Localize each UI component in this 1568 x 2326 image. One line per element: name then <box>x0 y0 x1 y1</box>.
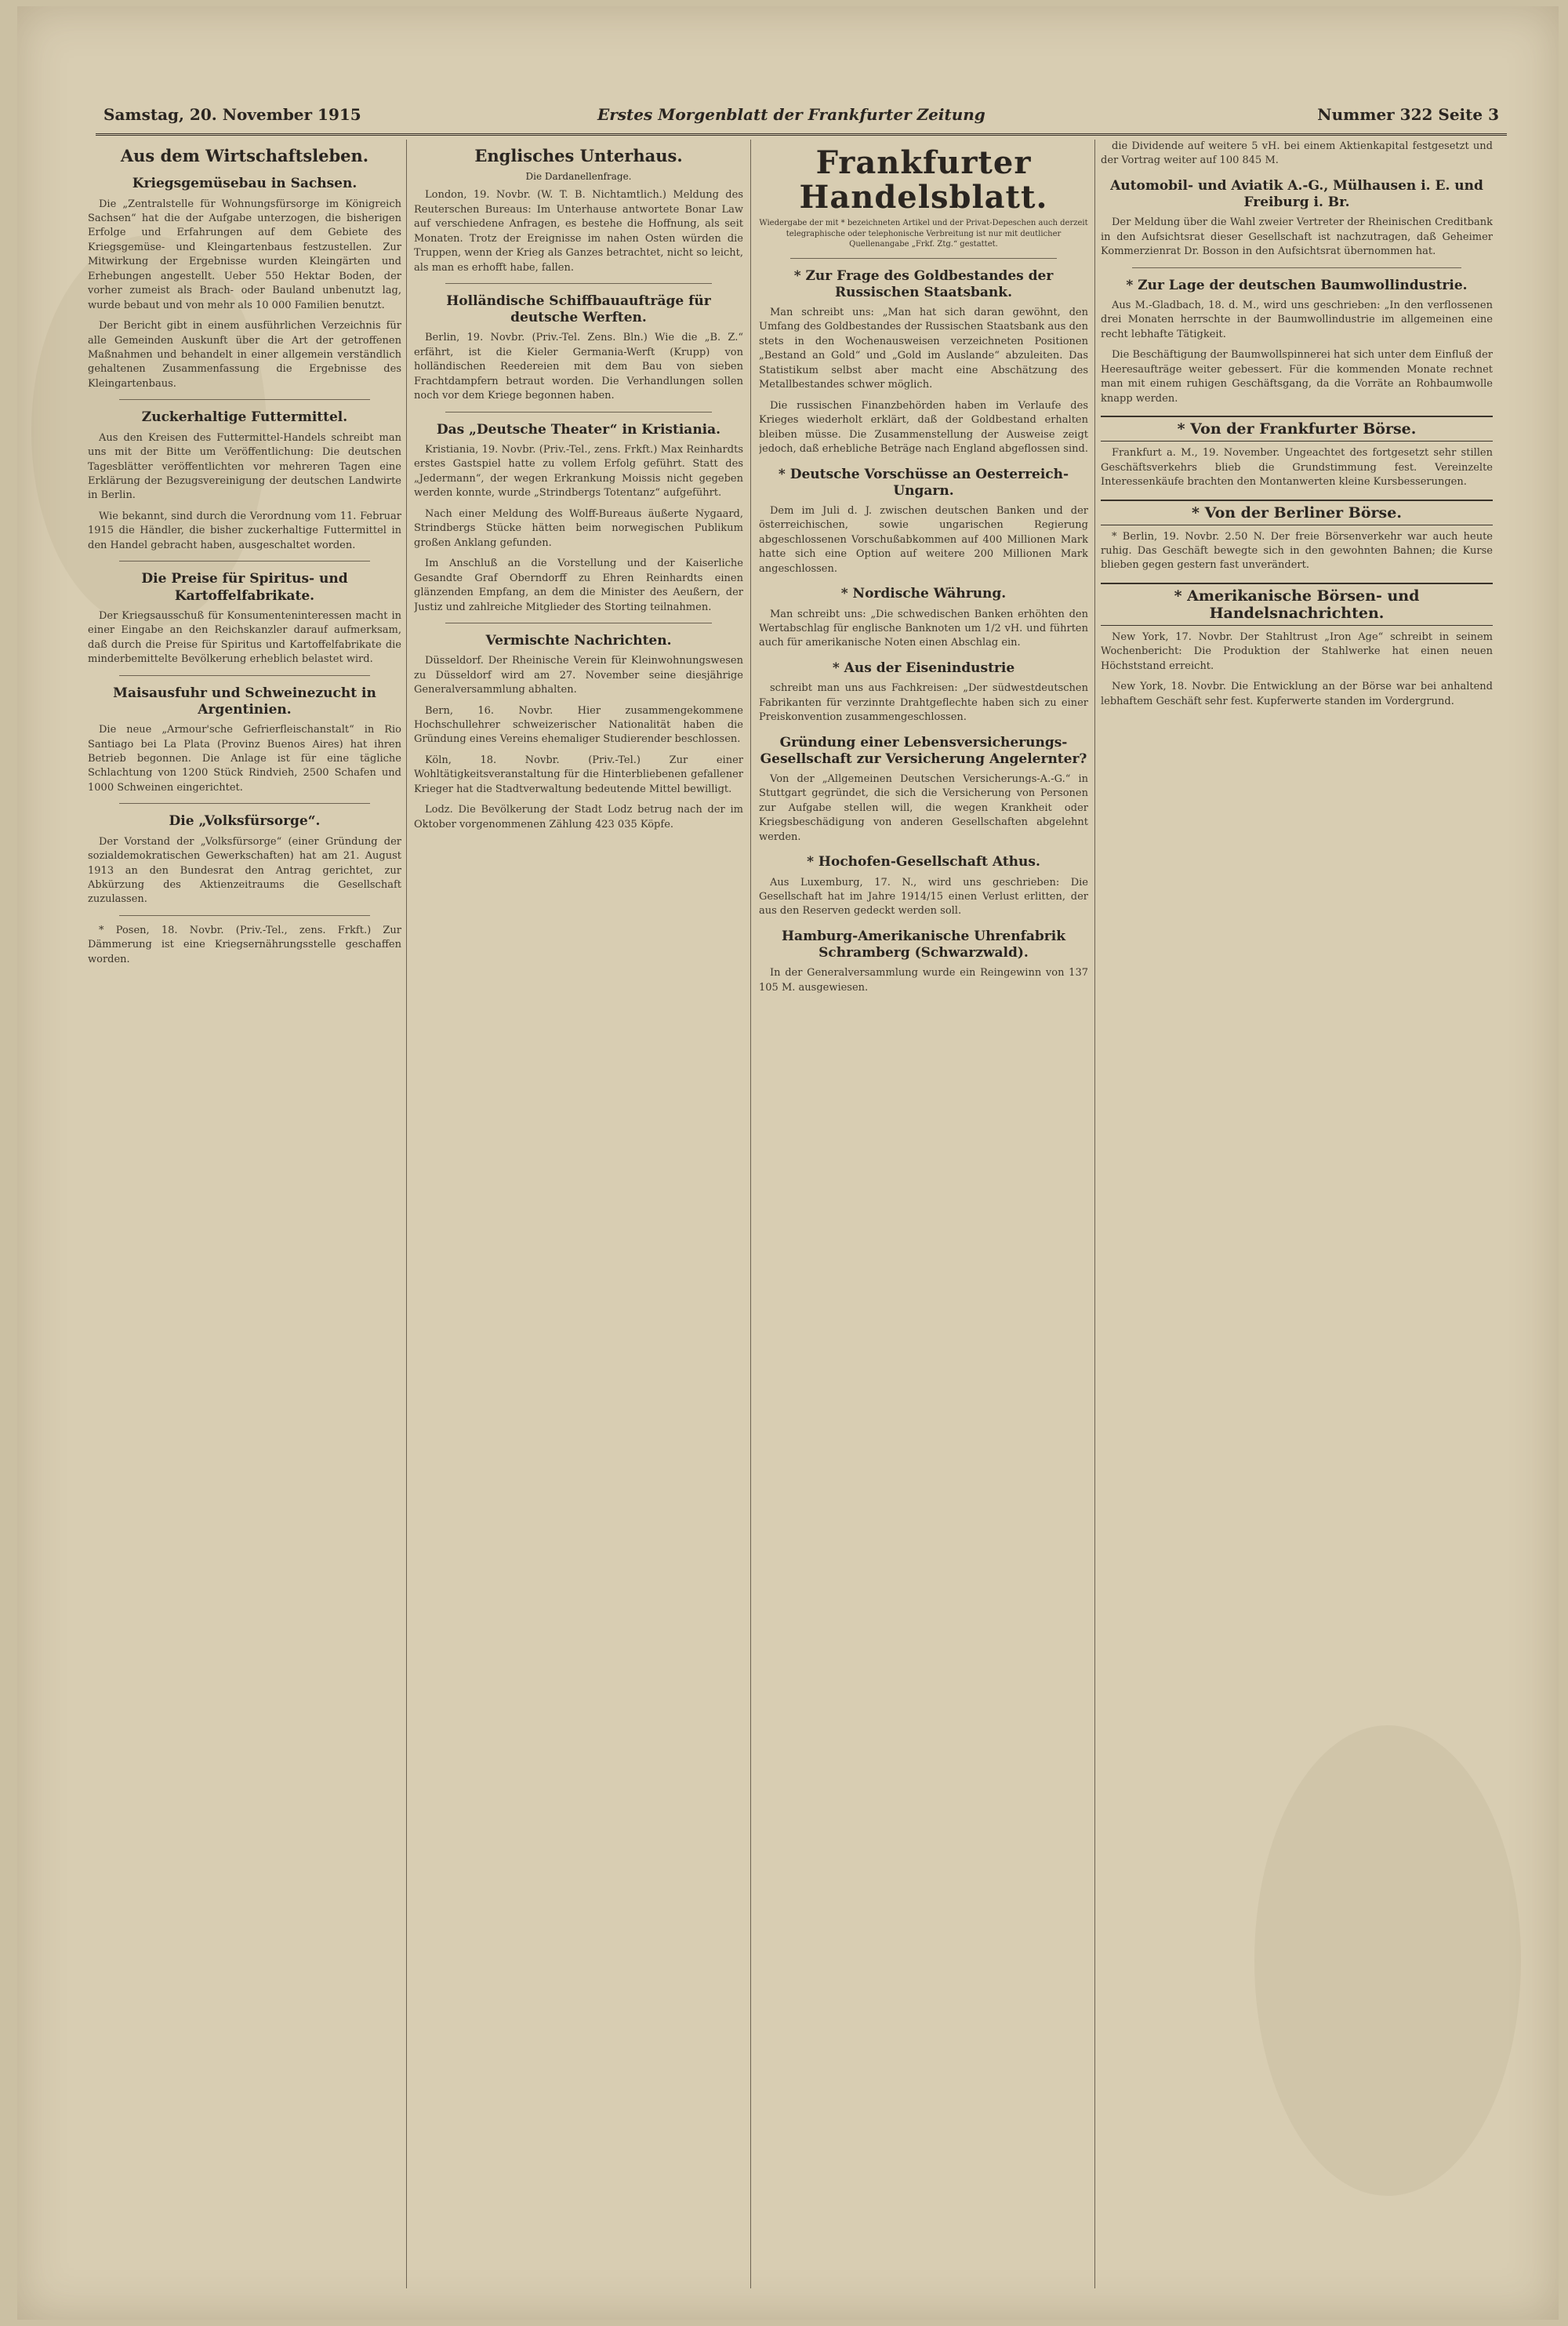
article-heading: Hamburg-Amerikanische Uhrenfabrik Schramberg (Schwarzwald). <box>782 928 1065 961</box>
divider <box>445 412 712 413</box>
column-rule <box>406 140 407 2288</box>
column-rule <box>750 140 751 2288</box>
column-1 <box>88 140 401 2288</box>
article-text: Die Beschäftigung der Baumwollspinnerei hat sich unter dem Einfluß der Heeresaufträge weiter gebessert. Für die kommenden Monate rechnet man mit einem ruhigen Geschäftsgang, da die Vorräte an Rohbaumwolle knapp werden. <box>1101 349 1493 405</box>
column-rule <box>1094 140 1095 2288</box>
divider <box>445 283 712 284</box>
article-text: Im Anschluß an die Vorstellung und der Kaiserliche Gesandte Graf Oberndorff zu Ehren Reinhardts einen glänzenden Empfang, an dem die Minister des Aeußern, der Justiz und zahlreiche Mitglieder des Storting teilnahmen. <box>414 558 743 613</box>
article-text: Der Meldung über die Wahl zweier Vertreter der Rheinischen Creditbank in den Aufsichtsrat dieser Gesellschaft ist nachzutragen, daß Geheimer Kommerzienrat Dr. Bosson in den Aufsichtsrat übernommen hat. <box>1101 216 1493 258</box>
article-heading: Das „Deutsche Theater“ in Kristiania. <box>436 421 721 438</box>
column-2 <box>414 140 743 2288</box>
article-text: Frankfurt a. M., 19. November. Ungeachtet des fortgesetzt sehr stillen Geschäftsverkehrs blieb die Grundstimmung fest. Vereinzelte Interessenkäufe brachten den Montanwerten kleine Kursbesserungen. <box>1101 447 1493 489</box>
article-heading: * Von der Berliner Börse. <box>1101 500 1493 525</box>
article-text: die Dividende auf weitere 5 vH. bei einem Aktienkapital festgesetzt und der Vortrag weiter auf 100 845 M. <box>1101 140 1493 167</box>
article-heading: Englisches Unterhaus. <box>474 146 683 165</box>
article-heading: Die Preise für Spiritus- und Kartoffelfabrikate. <box>141 571 348 604</box>
article-heading: Die „Volksfürsorge“. <box>169 813 321 830</box>
article-text: Dem im Juli d. J. zwischen deutschen Banken und der österreichischen, sowie ungarischen Regierung abgeschlossenen Vorschußabkommen auf 400 Millionen Mark hatte sich eine Option auf weitere 200 Millionen Mark angeschlossen. <box>759 505 1088 575</box>
divider <box>790 258 1057 259</box>
article-text: Man schreibt uns: „Die schwedischen Banken erhöhten den Wertabschlag für englische Banknoten um 1/2 vH. und führten auch für amerikanische Noten einen Abschlag ein. <box>759 608 1088 649</box>
article-heading: * Amerikanische Börsen- und Handelsnachrichten. <box>1101 583 1493 626</box>
article-text: Bern, 16. Novbr. Hier zusammengekommene Hochschullehrer schweizerischer Nationalität haben die Gründung eines Vereins ehemaliger Studierender beschlossen. <box>414 704 743 746</box>
article-heading: Gründung einer Lebensversicherungs-Gesellschaft zur Versicherung Angelernter? <box>760 734 1087 767</box>
article-heading: Holländische Schiffbauaufträge für deutsche Werften. <box>446 293 711 326</box>
article-text: Aus den Kreisen des Futtermittel-Handels schreibt man uns mit der Bitte um Veröffentlichung: Die deutschen Tagesblätter veröffentlichten vor mehreren Tagen eine Erklärung der Bezugsvereinigung der deutschen Landwirte in Berlin. <box>88 431 401 502</box>
issue-number: Nummer 322 Seite 3 <box>1317 105 1499 124</box>
article-heading: Automobil- und Aviatik A.-G., Mülhausen i. E. und Freiburg i. Br. <box>1110 177 1483 211</box>
article-heading: Vermischte Nachrichten. <box>485 632 672 649</box>
article-text: In der Generalversammlung wurde ein Reingewinn von 137 105 M. ausgewiesen. <box>759 967 1088 994</box>
divider <box>119 399 370 400</box>
article-text: Lodz. Die Bevölkerung der Stadt Lodz betrug nach der im Oktober vorgenommenen Zählung 423 035 Köpfe. <box>414 804 743 830</box>
article-text: Köln, 18. Novbr. (Priv.-Tel.) Zur einer Wohltätigkeitsveranstaltung für die Hinterbliebenen gefallener Krieger hat die Stadtverwaltung bedeutende Mittel bewilligt. <box>414 754 743 795</box>
article-text: Aus M.-Gladbach, 18. d. M., wird uns geschrieben: „In den verflossenen drei Monaten herrschte in der Baumwollindustrie im allgemeinen eine recht lebhafte Tätigkeit. <box>1101 300 1493 340</box>
article-heading: * Nordische Währung. <box>840 586 1007 602</box>
masthead-note: Wiedergabe der mit * bezeichneten Artikel und der Privat-Depeschen auch derzeit telegraphische oder telephonische Verbreitung ist nur mit deutlicher Quellenangabe „Frkf. Ztg.“ gestattet. <box>759 219 1088 249</box>
article-text: Von der „Allgemeinen Deutschen Versicherungs-A.-G.“ in Stuttgart gegründet, die sich die Versicherung von Personen zur Aufgabe stellen will, die wegen Krankheit oder Kriegsbeschädigung von anderen Gesellschaften abgelehnt werden. <box>759 773 1088 843</box>
article-heading: * Deutsche Vorschüsse an Oesterreich-Ungarn. <box>778 466 1069 499</box>
article-text: Nach einer Meldung des Wolff-Bureaus äußerte Nygaard, Strindbergs Stücke hätten beim norwegischen Publikum großen Anklang gefunden. <box>414 507 743 549</box>
article-text: New York, 18. Novbr. Die Entwicklung an der Börse war bei anhaltend lebhaftem Geschäft sehr fest. Kupferwerte standen im Vordergrund. <box>1101 681 1493 707</box>
article-heading: Kriegsgemüsebau in Sachsen. <box>132 176 358 192</box>
divider <box>119 675 370 676</box>
article-text: Düsseldorf. Der Rheinische Verein für Kleinwohnungswesen zu Düsseldorf wird am 27. November seine diesjährige Generalversammlung abhalten. <box>414 655 743 696</box>
article-heading: * Von der Frankfurter Börse. <box>1101 416 1493 442</box>
article-text: London, 19. Novbr. (W. T. B. Nichtamtlich.) Meldung des Reuterschen Bureaus: Im Unterhause antwortete Bonar Law auf verschiedene Anfragen, es bestehe die Hoffnung, als seit Monaten. Trotz der Ereignisse im nahen Osten würden die Truppen, wenn der Krieg als Ganzes betrachtet, nicht so leicht, als man es erhofft habe, fallen. <box>414 189 743 274</box>
article-heading: * Aus der Eisenindustrie <box>832 660 1015 676</box>
article-text: schreibt man uns aus Fachkreisen: „Der südwestdeutschen Fabrikanten für verzinnte Drahtgeflechte haben sich zu einer Preiskonvention zusammengeschlossen. <box>759 682 1088 724</box>
article-text: New York, 17. Novbr. Der Stahltrust „Iron Age“ schreibt in seinem Wochenbericht: Die Produktion der Stahlwerke hat einen neuen Höchststand erreicht. <box>1101 631 1493 672</box>
article-text: Man schreibt uns: „Man hat sich daran gewöhnt, den Umfang des Goldbestandes der Russischen Staatsbank aus den stets in den Wochenausweisen verzeichneten Positionen „Bestand an Gold“ und „Gold im Auslande“ abzuleiten. Das Statistikum selbst aber macht eine Abschätzung des Metallbestandes schwer möglich. <box>759 307 1088 391</box>
article-text: Aus Luxemburg, 17. N., wird uns geschrieben: Die Gesellschaft hat im Jahre 1914/15 einen Verlust erlitten, der aus den Reserven gedeckt werden soll. <box>759 876 1088 918</box>
page-header <box>96 99 1507 136</box>
article-heading: Zuckerhaltige Futtermittel. <box>141 409 348 426</box>
divider <box>119 915 370 916</box>
divider <box>119 561 370 562</box>
article-text: Der Vorstand der „Volksfürsorge“ (einer Gründung der sozialdemokratischen Gewerkschaften) hat am 21. August 1913 an den Bundesrat den Antrag gerichtet, zur Abkürzung des Aktienzeitraums die Gesellschaft zuzulassen. <box>88 835 401 906</box>
article-text: Wie bekannt, sind durch die Verordnung vom 11. Februar 1915 die Händler, die bisher zuckerhaltige Futtermittel in den Handel gebracht haben, ausgeschaltet worden. <box>88 510 401 551</box>
divider <box>1132 267 1461 268</box>
article-text: * Posen, 18. Novbr. (Priv.-Tel., zens. Frkft.) Zur Dämmerung ist eine Kriegsernährungsstelle geschaffen worden. <box>88 924 401 965</box>
article-text: Die neue „Armour'sche Gefrierfleischanstalt“ in Rio Santiago bei La Plata (Provinz Buenos Aires) hat ihren Betrieb begonnen. Die Anlage ist für eine tägliche Schlachtung von 1200 Stück Rindvieh, 2500 Schafen und 1000 Schweinen eingerichtet. <box>88 724 401 794</box>
issue-date: Samstag, 20. November 1915 <box>103 105 361 124</box>
article-text: Der Kriegsausschuß für Konsumenteninteressen macht in einer Eingabe an den Reichskanzler darauf aufmerksam, daß durch die Preise für Spiritus und Kartoffelfabrikate die minderbemittelte Bevölkerung erheblich belastet wird. <box>88 609 401 666</box>
article-heading: * Zur Lage der deutschen Baumwollindustrie. <box>1126 277 1468 293</box>
article-heading: * Zur Frage des Goldbestandes der Russischen Staatsbank. <box>793 267 1054 300</box>
article-text: Berlin, 19. Novbr. (Priv.-Tel. Zens. Bln.) Wie die „B. Z.“ erfährt, ist die Kieler Germania-Werft (Krupp) von holländischen Reedereien mit dem Bau von sieben Frachtdampfern betraut worden. Die Verhandlungen sollen noch vor dem Kriege begonnen haben. <box>414 332 743 402</box>
article-text: Die russischen Finanzbehörden haben im Verlaufe des Krieges wiederholt erklärt, daß der Goldbestand erhalten bleiben müsse. Die Zusammenstellung der Ausweise zeigt jedoch, daß erhebliche Beträge nach England abgeflossen sind. <box>759 399 1088 456</box>
article-text: Die „Zentralstelle für Wohnungsfürsorge im Königreich Sachsen“ hat die der Aufgabe unterzogen, die bisherigen Erfolge und Erfahrungen auf dem Gebiete des Kriegsgemüse- und Kleingartenbaus festzustellen. Zur Mitwirkung der Ergebnisse wurden Kleingärten und Erhebungen angestellt. Ueber 550 Hektar Boden, der vorher zumeist als Brach- oder Bauland unbenutzt lag, wurde bebaut und von mehr als 10 000 Familien benutzt. <box>88 198 401 311</box>
section-title: Aus dem Wirtschaftsleben. <box>120 146 369 165</box>
divider <box>119 803 370 804</box>
article-text: Der Bericht gibt in einem ausführlichen Verzeichnis für alle Gemeinden Auskunft über die Art der getroffenen Maßnahmen und behandelt in einer allgemein verständlich gehaltenen Zusammenfassung die Ergebnisse des Kleingartenbaus. <box>88 320 401 390</box>
article-text: Kristiania, 19. Novbr. (Priv.-Tel., zens. Frkft.) Max Reinhardts erstes Gastspiel hatte zu vollem Erfolg geführt. Statt des „Jedermann“, der wegen Erkrankung Moissis nicht gegeben werden konnte, wurde „Strindbergs Totentanz“ aufgeführt. <box>414 443 743 500</box>
article-text: * Berlin, 19. Novbr. 2.50 N. Der freie Börsenverkehr war auch heute ruhig. Das Geschäft bewegte sich in den gewohnten Bahnen; die Kurse blieben gegen gestern fast unverändert. <box>1101 530 1493 572</box>
article-subheading: Die Dardanellenfrage. <box>525 171 632 183</box>
section-masthead: Frankfurter Handelsblatt. <box>799 144 1048 216</box>
column-4 <box>1101 140 1493 2288</box>
article-heading: Maisausfuhr und Schweinezucht in Argentinien. <box>113 685 376 718</box>
newspaper-title: Erstes Morgenblatt der Frankfurter Zeitung <box>597 105 985 124</box>
column-3 <box>759 140 1088 2288</box>
article-heading: * Hochofen-Gesellschaft Athus. <box>807 854 1040 870</box>
